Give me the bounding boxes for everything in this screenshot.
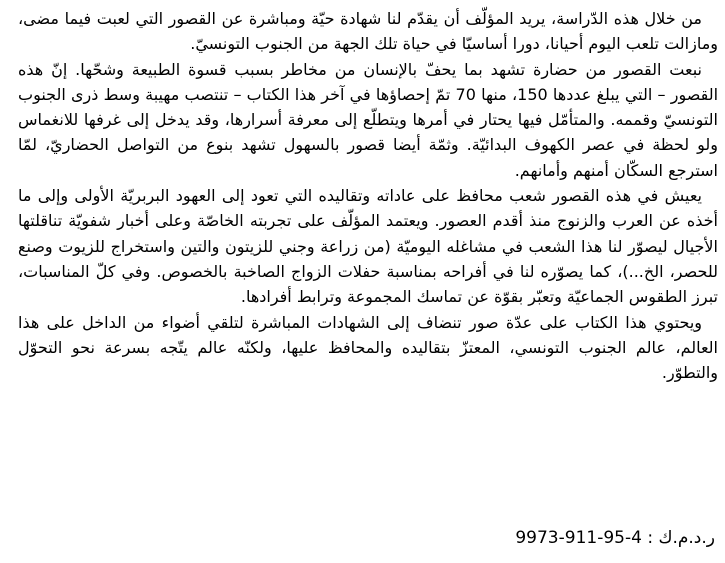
paragraph-book-photos: ويحتوي هذا الكتاب على عدّة صور تنضاف إلى الشهادات المباشرة لتلقي أضواء من الداخل على هذا العالم، عالم الجنوب التونسي، المعتزّ بتقاليده والمحافظ عليها، ولكنّه عالم يتّجه بسرعة نحو التحوّل والتطوّر. bbox=[18, 312, 718, 383]
paragraph-introduction: من خلال هذه الدّراسة، يريد المؤلّف أن يقدّم لنا شهادة حيّة ومباشرة عن القصور التي لعبت فيما مضى، ومازالت تلعب اليوم أحيانا، دورا أساسيّا في حياة تلك الجهة من الجنوب التونسيّ. bbox=[18, 9, 718, 54]
description-text-block bbox=[18, 6, 718, 385]
isbn-label: ر.د.م.ك : bbox=[647, 528, 715, 548]
isbn-number: 9973-911-95-4 bbox=[515, 528, 642, 548]
paragraph-ksour-origins: نبعت القصور من حضارة تشهد بما يحفّ بالإنسان من مخاطر بسبب قسوة الطبيعة وشحّها. إنّ هذه القصور – التي يبلغ عددها 150، منها 70 تمّ إحصاؤها في آخر هذا الكتاب – تنتصب مهيبة وسط ذرى الجنوب التونسيّ وقممه. والمتأمّل فيها يحتار في أمرها ويتطلّع إلى معرفة أسرارها، وقد يدخل إلى غرفها للانغماس ولو لحظة في عصر الكهوف البدائيّة. وثمّة أيضا قصور بالسهول تشهد بنوع من التواصل الحضاريّ، لمّا استرجع السكّان أمنهم وأمانهم. bbox=[18, 59, 719, 180]
paragraph-ksour-people: يعيش في هذه القصور شعب محافظ على عاداته وتقاليده التي تعود إلى العهود البربريّة الأولى وإلى ما أخذه عن العرب والزنوج منذ أقدم العصور. ويعتمد المؤلّف على تجربته الخاصّة وعلى أخبار شفويّة تناقلتها الأجيال ليصوّر لنا هذا الشعب في مشاغله اليوميّة (من زراعة وجني للزيتون والتين واستخراج للزيوت وصنع للحصر، الخ...)، كما يصوّره لنا في أفراحه بمناسبة حفلات الزواج الصاخبة بالخصوص. وفي كلّ المناسبات، تبرز الطقوس الجماعيّة وتعبّر بقوّة عن تماسك المجموعة وترابط أفرادها. bbox=[18, 186, 718, 307]
isbn-line bbox=[515, 527, 715, 549]
